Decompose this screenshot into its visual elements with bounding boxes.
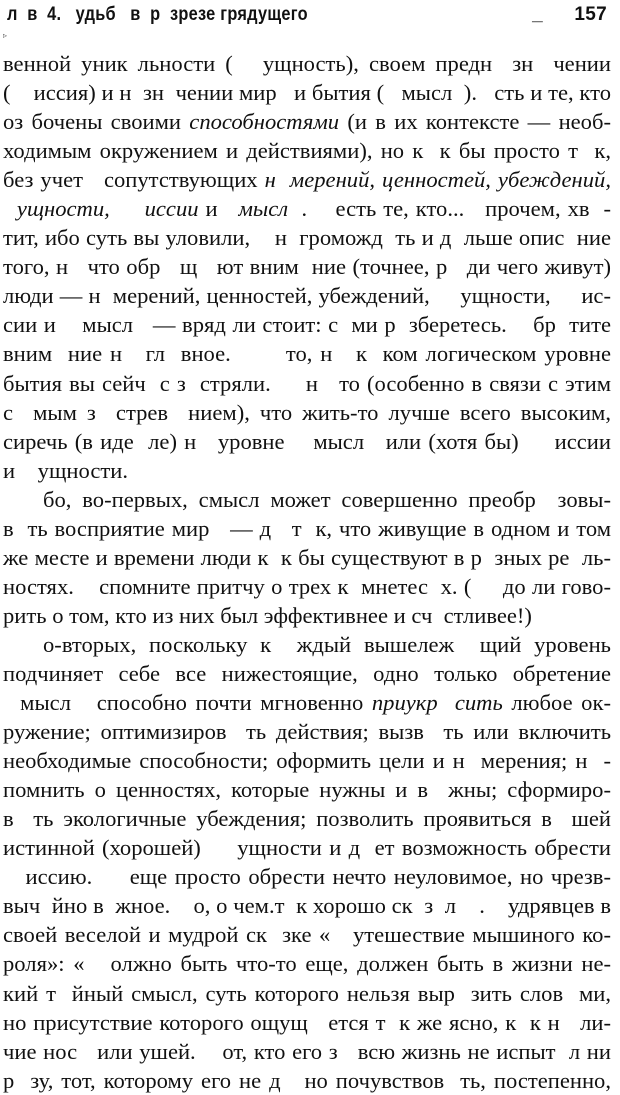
- text-line: подчиняет себе все нижестоящие, одно только обретение: [3, 660, 611, 686]
- body-text: [3, 49, 611, 1095]
- text-line: ружение; оптимизиров ть действия; вызв ть или включить: [3, 719, 611, 745]
- text-line: роля»: « олжно быть что-то еще, должен быть в жизни не-: [3, 951, 611, 977]
- text-line: о-вторых, поскольку к ждый вышележ щий уровень: [43, 631, 611, 657]
- text-span: любое ок-: [502, 690, 611, 716]
- text-line: в ть экологичные убеждения; позволить проявиться в шей: [3, 806, 611, 832]
- text-line: вним ние н гл вное. то, н к ком логическом уровне: [3, 341, 611, 367]
- text-line: бытия вы сейч с з стряли. н то (особенно в связи с этим: [3, 370, 611, 396]
- text-line: р зу, тот, которому его не д но почувствов ть, постепенно,: [3, 1067, 611, 1093]
- italic-span: н мерений, ценностей, убеждений,: [264, 167, 611, 193]
- text-span: мысл способно почти мгновенно: [3, 690, 372, 716]
- text-line: [3, 194, 611, 223]
- header-dash: _: [532, 4, 543, 25]
- text-line: но присутствие которого ощущ ется т к же ясно, к к н ли-: [3, 1009, 611, 1035]
- text-line: [3, 688, 611, 717]
- italic-span: приукр сить: [371, 690, 503, 716]
- text-line: в ть восприятие мир — д т к, что живущие в одном и том: [3, 515, 611, 541]
- text-line: ностях. спомните притчу о трех к мнетес х. ( до ли гово-: [3, 573, 611, 599]
- text-span: оз бочены своими: [3, 109, 190, 135]
- text-line: и ущности.: [3, 457, 128, 483]
- page-number: 157: [574, 4, 607, 25]
- text-line: кий т йный смысл, суть которого нельзя выр зить слов ми,: [3, 980, 611, 1006]
- text-span: есть те, кто... прочем, хв -: [307, 196, 611, 222]
- text-line: тит, ибо суть вы уловили, н громожд ть и д льше опис ние: [3, 225, 611, 251]
- running-header: [3, 2, 611, 32]
- margin-mark: ▹: [3, 31, 8, 40]
- text-line: бо, во-первых, смысл может совершенно преобр зовы-: [43, 486, 611, 512]
- text-line: ( иссия) и н зн чении мир и бытия ( мысл ). сть и те, кто: [3, 80, 611, 106]
- text-line: сии и мысл — вряд ли стоит: с ми р зберетесь. бр тите: [3, 312, 611, 338]
- text-line: [3, 165, 611, 194]
- text-line: иссию. еще просто обрести нечто неуловимое, но чрезв-: [3, 864, 611, 890]
- italic-span: мысл .: [238, 196, 308, 222]
- text-line: своей веселой и мудрой ск зке « утешествие мышиного ко-: [3, 922, 611, 948]
- text-line: чие нос или ушей. от, кто его з всю жизнь не испыт л ни: [3, 1038, 611, 1064]
- text-span: (и в их контексте — необ-: [339, 109, 612, 135]
- text-line: помнить о ценностях, которые нужны и в жны; сформиро-: [3, 777, 611, 803]
- text-line: необходимые способности; оформить цели и н мерения; н -: [3, 748, 611, 774]
- text-line: сиречь (в иде ле) н уровне мысл или (хотя бы) иссии: [3, 428, 611, 454]
- text-line: с мым з стрев нием), что жить-то лучше всего высоким,: [3, 399, 611, 425]
- text-line: ходимым окружением и действиями), но к к бы просто т к,: [3, 138, 611, 164]
- running-title: л в 4. удьб в р зрезе грядущего: [7, 4, 308, 25]
- text-line: выч йно в жное. о, о чем.т к хорошо ск з л . удрявцев в: [3, 893, 611, 919]
- text-line: истинной (хорошей) ущности и д ет возможность обрести: [3, 835, 611, 861]
- text-line: [3, 107, 611, 136]
- italic-span: ущности, иссии: [3, 196, 199, 222]
- text-line: люди — н мерений, ценностей, убеждений, ущности, ис-: [3, 283, 611, 309]
- text-span: без учет сопутствующих: [3, 167, 265, 193]
- text-line: же месте и времени люди к к бы существуют в р зных ре ль-: [3, 544, 611, 570]
- italic-span: способностями: [189, 109, 340, 135]
- text-line: венной уник льности ( ущность), своем предн зн чении: [3, 51, 611, 76]
- text-line: рить о том, кто из них был эффективнее и сч стливее!): [3, 602, 532, 628]
- text-line: того, н что обр щ ют вним ние (точнее, р ди чего живут): [3, 254, 611, 280]
- text-span: и: [198, 196, 239, 222]
